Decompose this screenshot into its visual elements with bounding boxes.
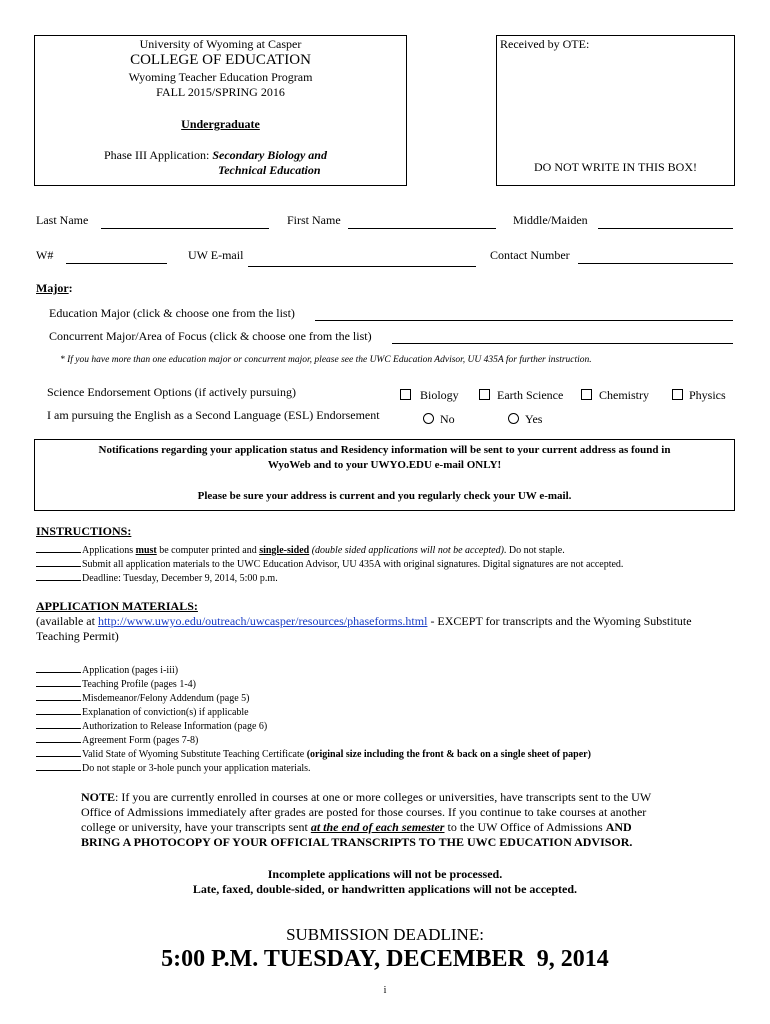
material-item-text: Explanation of conviction(s) if applicable bbox=[82, 707, 249, 718]
instruction-1-d: . Do not staple. bbox=[503, 545, 565, 556]
instruction-1-single: single-sided bbox=[259, 545, 310, 556]
material-item bbox=[36, 732, 198, 747]
education-major-label: Education Major (click & choose one from the list) bbox=[49, 306, 295, 320]
material-item bbox=[36, 760, 311, 775]
received-label: Received by OTE: bbox=[500, 37, 590, 51]
notice-line-2: WyoWeb and to your UWYO.EDU e-mail ONLY! bbox=[267, 459, 502, 471]
last-name-label: Last Name bbox=[36, 213, 89, 227]
physics-checkbox[interactable] bbox=[672, 389, 683, 400]
material-checkline[interactable] bbox=[36, 662, 81, 673]
material-checkline[interactable] bbox=[36, 690, 81, 701]
application-prefix: Phase III Application: bbox=[104, 148, 213, 162]
level: Undergraduate bbox=[181, 117, 260, 131]
science-endorsement-label: Science Endorsement Options (if actively pursuing) bbox=[47, 385, 296, 399]
material-item bbox=[36, 704, 249, 719]
contact-number-field[interactable] bbox=[578, 263, 733, 264]
instruction-1-b: be computer printed and bbox=[156, 545, 260, 556]
major-heading-colon: : bbox=[68, 281, 73, 295]
phaseforms-link[interactable]: http://www.uwyo.edu/outreach/uwcasper/resources/phaseforms.html bbox=[97, 614, 428, 628]
materials-availability bbox=[36, 614, 692, 629]
material-item bbox=[36, 690, 249, 705]
biology-label: Biology bbox=[420, 388, 459, 402]
instruction-1-paren: (double sided applications will not be accepted) bbox=[311, 545, 504, 556]
middle-maiden-label: Middle/Maiden bbox=[513, 213, 588, 227]
last-name-field[interactable] bbox=[101, 228, 269, 229]
major-note: * If you have more than one education major or concurrent major, please see the UWC Education Advisor, UU 435A for further instruction. bbox=[60, 355, 592, 365]
material-item bbox=[36, 718, 267, 733]
warning-late: Late, faxed, double-sided, or handwritten applications will not be accepted. bbox=[192, 882, 578, 896]
instruction-checkline-3[interactable] bbox=[36, 570, 81, 581]
education-major-dropdown[interactable] bbox=[315, 320, 733, 321]
w-number-label: W# bbox=[36, 248, 54, 262]
material-checkline[interactable] bbox=[36, 746, 81, 757]
term: FALL 2015/SPRING 2016 bbox=[156, 85, 285, 99]
note-line-1-text: : If you are currently enrolled in courses at one or more colleges or universities, have transcripts sent to the UW bbox=[115, 790, 652, 804]
note-line-3-c: to the UW Office of Admissions bbox=[444, 820, 606, 834]
material-checkline[interactable] bbox=[36, 760, 81, 771]
w-number-field[interactable] bbox=[66, 263, 167, 264]
page-number: i bbox=[383, 985, 387, 996]
notice-line-1: Notifications regarding your application status and Residency information will be sent to your current address as found in bbox=[98, 444, 671, 456]
first-name-label: First Name bbox=[287, 213, 341, 227]
uw-email-field[interactable] bbox=[248, 266, 476, 267]
material-item bbox=[36, 746, 591, 761]
material-item-text: Application (pages i-iii) bbox=[82, 665, 179, 676]
material-item-7-a: Valid State of Wyoming Substitute Teaching Certificate bbox=[82, 749, 307, 760]
instruction-checkline-2[interactable] bbox=[36, 556, 81, 567]
contact-number-label: Contact Number bbox=[490, 248, 570, 262]
biology-checkbox[interactable] bbox=[400, 389, 411, 400]
note-label: NOTE bbox=[81, 790, 116, 804]
materials-avail-suffix: - EXCEPT for transcripts and the Wyoming Substitute bbox=[427, 614, 692, 628]
notice-line-3: Please be sure your address is current and you regularly check your UW e-mail. bbox=[197, 490, 572, 502]
material-checkline[interactable] bbox=[36, 732, 81, 743]
instruction-2-text: Submit all application materials to the UWC Education Advisor, UU 435A with original signatures. Digital signatures are not accepted. bbox=[82, 559, 624, 570]
instructions-heading: INSTRUCTIONS: bbox=[36, 524, 132, 538]
instruction-submit bbox=[36, 556, 623, 571]
material-checkline[interactable] bbox=[36, 718, 81, 729]
instruction-1-must: must bbox=[135, 545, 157, 556]
physics-label: Physics bbox=[689, 388, 726, 402]
material-item-text: Teaching Profile (pages 1-4) bbox=[82, 679, 196, 690]
note-line-3-a: college or university, have your transcripts sent bbox=[81, 820, 311, 834]
note-line-4: BRING A PHOTOCOPY OF YOUR OFFICIAL TRANSCRIPTS TO THE UWC EDUCATION ADVISOR. bbox=[81, 835, 633, 849]
uw-email-label: UW E-mail bbox=[188, 248, 244, 262]
esl-no-radio[interactable] bbox=[423, 413, 434, 424]
first-name-field[interactable] bbox=[348, 228, 496, 229]
application-emphasis-2: Technical Education bbox=[218, 163, 321, 177]
note-line-1 bbox=[81, 790, 651, 805]
submission-deadline-value: 5:00 P.M. TUESDAY, DECEMBER 9, 2014 bbox=[161, 946, 609, 972]
note-line-3 bbox=[81, 820, 651, 835]
material-item bbox=[36, 676, 196, 691]
application-emphasis-1: Secondary Biology and bbox=[212, 148, 327, 162]
instruction-checkline-1[interactable] bbox=[36, 542, 81, 553]
chemistry-label: Chemistry bbox=[599, 388, 649, 402]
warning-incomplete: Incomplete applications will not be processed. bbox=[267, 867, 503, 881]
esl-no-label: No bbox=[440, 412, 455, 426]
program-name: Wyoming Teacher Education Program bbox=[128, 70, 313, 84]
instruction-deadline bbox=[36, 570, 278, 585]
application-type bbox=[104, 148, 327, 163]
major-heading bbox=[36, 281, 73, 296]
material-item-text: Misdemeanor/Felony Addendum (page 5) bbox=[82, 693, 250, 704]
earth-science-checkbox[interactable] bbox=[479, 389, 490, 400]
transcript-note bbox=[81, 790, 651, 850]
material-checkline[interactable] bbox=[36, 704, 81, 715]
material-item-text: Agreement Form (pages 7-8) bbox=[82, 735, 199, 746]
materials-avail-prefix: (available at bbox=[36, 614, 98, 628]
note-line-3-b: at the end of each semester bbox=[310, 820, 445, 834]
chemistry-checkbox[interactable] bbox=[581, 389, 592, 400]
concurrent-major-dropdown[interactable] bbox=[392, 343, 733, 344]
material-checkline[interactable] bbox=[36, 676, 81, 687]
concurrent-major-label: Concurrent Major/Area of Focus (click & choose one from the list) bbox=[49, 329, 372, 343]
esl-yes-label: Yes bbox=[525, 412, 543, 426]
material-item bbox=[36, 662, 178, 677]
note-line-3-d: AND bbox=[605, 820, 632, 834]
college-name: COLLEGE OF EDUCATION bbox=[130, 52, 311, 68]
esl-yes-radio[interactable] bbox=[508, 413, 519, 424]
do-not-write-label: DO NOT WRITE IN THIS BOX! bbox=[534, 160, 697, 174]
materials-heading: APPLICATION MATERIALS: bbox=[36, 599, 198, 613]
materials-availability-line-2: Teaching Permit) bbox=[36, 629, 119, 643]
instruction-1-a: Applications bbox=[82, 545, 136, 556]
note-line-2: Office of Admissions immediately after grades are posted for those courses. If you continue to take courses at another bbox=[81, 805, 647, 819]
material-item-7-b: (original size including the front & back on a single sheet of paper) bbox=[306, 749, 591, 760]
material-item-8: Do not staple or 3-hole punch your application materials. bbox=[82, 763, 311, 774]
instruction-3-text: Deadline: Tuesday, December 9, 2014, 5:00 p.m. bbox=[82, 573, 278, 584]
material-item-text: Authorization to Release Information (page 6) bbox=[82, 721, 268, 732]
major-heading-text: Major bbox=[36, 281, 69, 295]
instruction-computer-printed bbox=[36, 542, 565, 557]
earth-science-label: Earth Science bbox=[497, 388, 564, 402]
university-name: University of Wyoming at Casper bbox=[139, 37, 302, 51]
middle-maiden-field[interactable] bbox=[598, 228, 733, 229]
esl-endorsement-label: I am pursuing the English as a Second Language (ESL) Endorsement bbox=[47, 408, 380, 422]
submission-deadline-label: SUBMISSION DEADLINE: bbox=[286, 925, 484, 944]
